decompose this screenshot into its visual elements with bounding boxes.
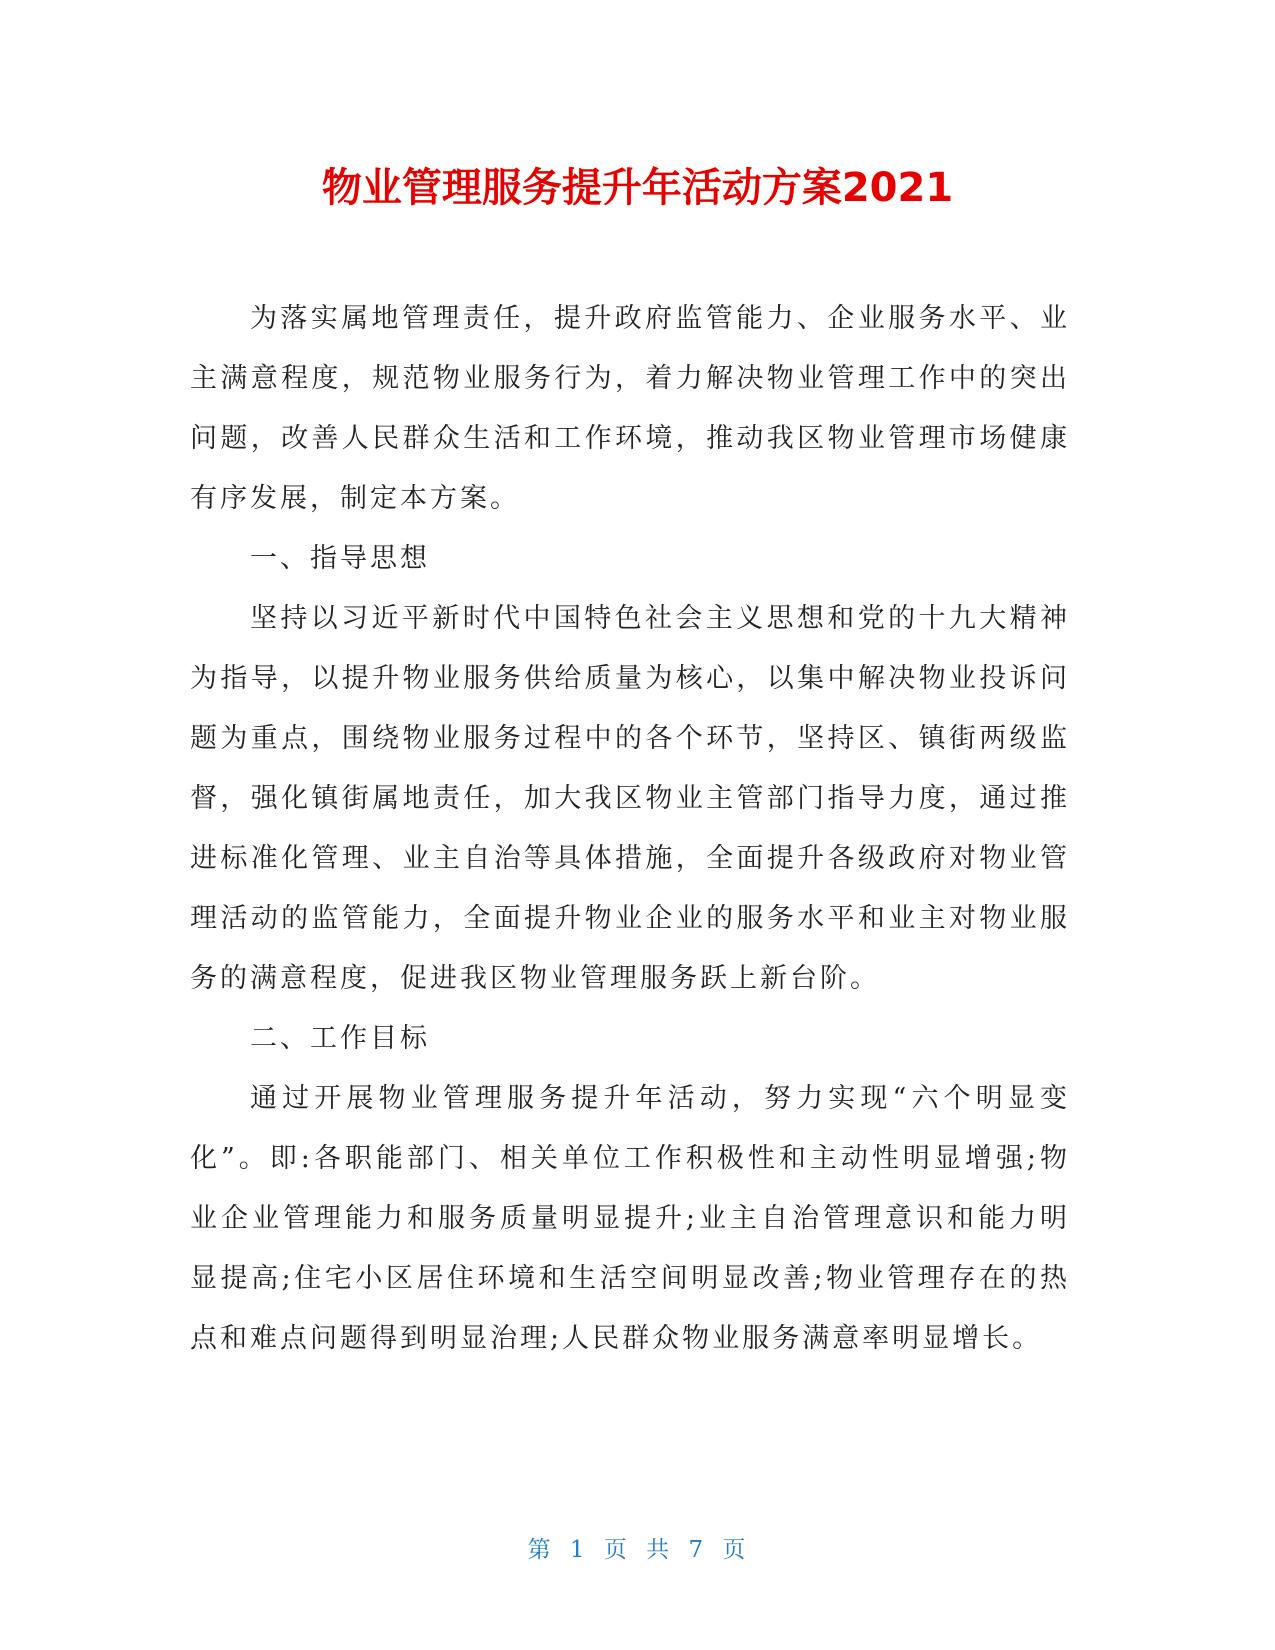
document-body (190, 289, 1070, 1369)
work-goals-paragraph: 通过开展物业管理服务提升年活动，努力实现“六个明显变化”。即:各职能部门、相关单位工作积极性和主动性明显增强;物业企业管理能力和服务质量明显提升;业主自治管理意识和能力明显提高;住宅小区居住环境和生活空间明显改善;物业管理存在的热点和难点问题得到明显治理;人民群众物业服务满意率明显增长。 (190, 1083, 1070, 1354)
page-title: 物业管理服务提升年活动方案2021 (321, 165, 954, 211)
guiding-ideology-paragraph: 坚持以习近平新时代中国特色社会主义思想和党的十九大精神为指导，以提升物业服务供给质量为核心，以集中解决物业投诉问题为重点，围绕物业服务过程中的各个环节，坚持区、镇街两级监督，强化镇街属地责任，加大我区物业主管部门指导力度，通过推进标准化管理、业主自治等具体措施，全面提升各级政府对物业管理活动的监管能力，全面提升物业企业的服务水平和业主对物业服务的满意程度，促进我区物业管理服务跃上新台阶。 (190, 603, 1070, 994)
section-heading-work-goals: 二、工作目标 (250, 1023, 430, 1054)
intro-paragraph: 为落实属地管理责任，提升政府监管能力、企业服务水平、业主满意程度，规范物业服务行为，着力解决物业管理工作中的突出问题，改善人民群众生活和工作环境，推动我区物业管理市场健康有序发展，制定本方案。 (190, 303, 1070, 514)
section-heading-guiding-ideology: 一、指导思想 (250, 543, 430, 574)
page-number-footer: 第 1 页 共 7 页 (527, 1537, 748, 1563)
